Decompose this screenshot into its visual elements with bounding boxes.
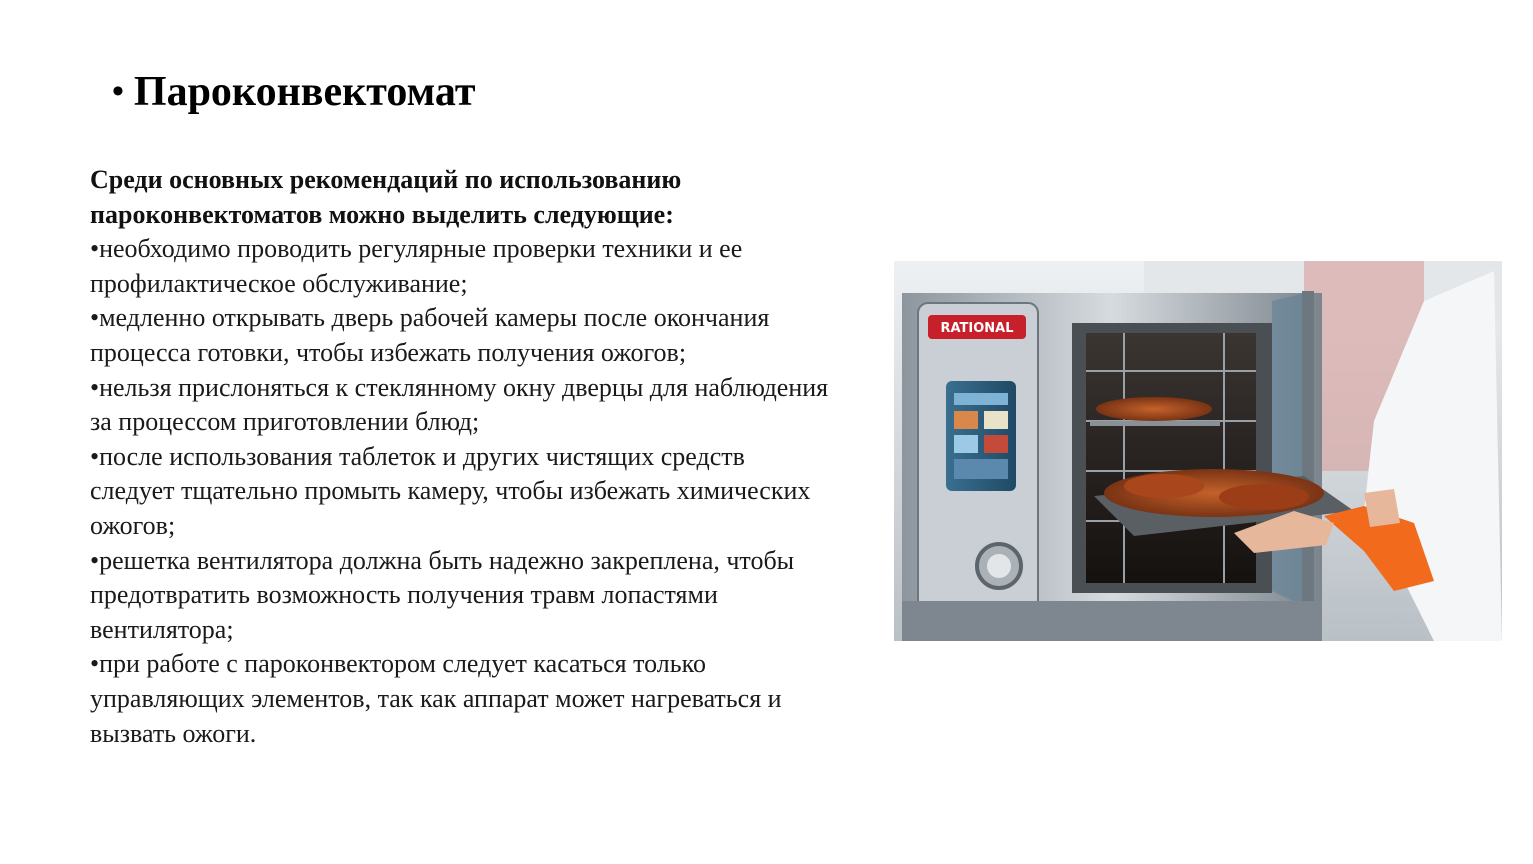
title-text: Пароконвектомат: [133, 69, 476, 115]
recommendation-item: •нельзя прислоняться к стеклянному окну дверцы для наблюдения за процессом приготовлении блюд;: [90, 372, 829, 437]
recommendation-item: •при работе с пароконвектором следует касаться только управляющих элементов, так как аппарат может нагреваться и вызвать ожоги.: [90, 649, 782, 748]
title-bullet: •: [112, 73, 124, 110]
recommendations-text: [90, 163, 830, 751]
recommendation-item: •необходимо проводить регулярные проверки техники и ее профилактическое обслуживание;: [90, 234, 743, 298]
recommendation-item: •решетка вентилятора должна быть надежно закреплена, чтобы предотвратить возможность получения травм лопастями вентилятора;: [90, 545, 795, 644]
combi-steamer-photo: [894, 261, 1502, 641]
brand-logo: RATIONAL: [940, 321, 1014, 336]
intro-paragraph: Среди основных рекомендаций по использованию пароконвектоматов можно выделить следующие:: [90, 165, 682, 229]
recommendation-item: •после использования таблеток и других чистящих средств следует тщательно промыть камеру, чтобы избежать химических ожогов;: [90, 441, 811, 540]
recommendation-item: •медленно открывать дверь рабочей камеры после окончания процесса готовки, чтобы избежать получения ожогов;: [90, 303, 770, 367]
slide-title: [112, 66, 475, 118]
